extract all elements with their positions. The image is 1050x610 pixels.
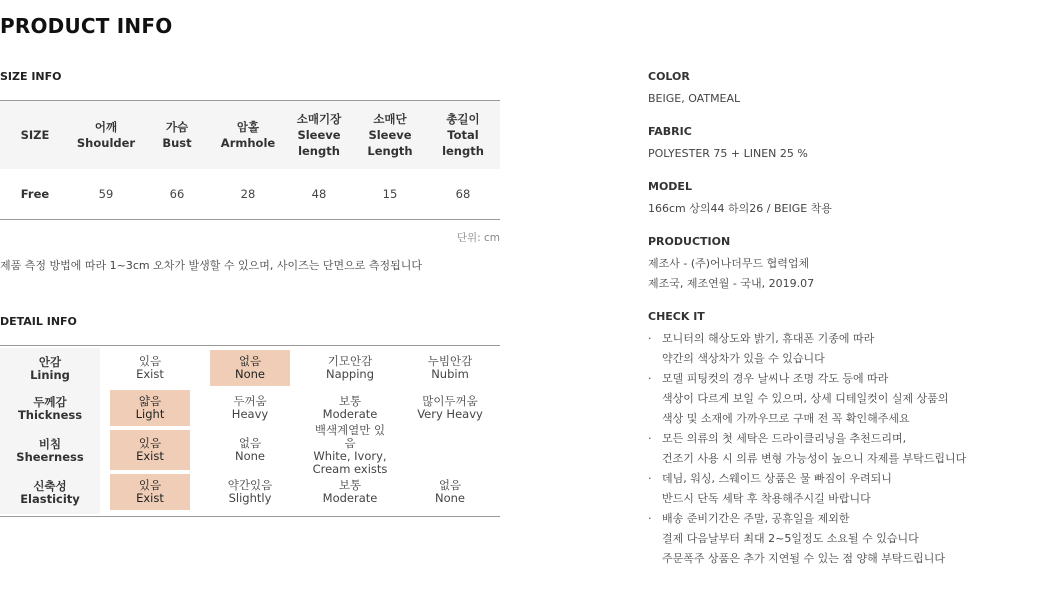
check-it-list [648, 329, 978, 569]
detail-option [210, 390, 290, 426]
armhole-cell: 28 [212, 169, 284, 220]
detail-option [310, 390, 390, 426]
production-label: PRODUCTION [648, 235, 731, 248]
size-table [0, 100, 500, 220]
detail-row [0, 474, 500, 510]
bust-header: 가슴 Bust [142, 101, 212, 170]
detail-option-en: Very Heavy [417, 407, 483, 421]
check-it-item [648, 369, 978, 429]
detail-option [310, 423, 390, 476]
color-value: BEIGE, OATMEAL [648, 92, 741, 105]
detail-option-en: None [234, 367, 265, 381]
detail-table [0, 345, 500, 517]
unit-label: 단위: cm [456, 232, 500, 244]
check-it-item [648, 509, 978, 569]
detail-row [0, 390, 500, 426]
detail-header-ko: 안감 [38, 355, 62, 369]
detail-option [310, 350, 390, 386]
detail-row [0, 423, 500, 476]
detail-option-selected [210, 350, 290, 386]
production-section [648, 235, 978, 294]
detail-header-ko: 비침 [38, 437, 62, 451]
detail-option-en: Light [135, 407, 165, 421]
check-it-text: 배송 준비기간은 주말, 공휴일을 제외한 결제 다음날부터 최대 2~5일정도 소요될 수 있습니다 주문폭주 상품은 추가 지연될 수 있는 점 양해 부탁드립니다 [662, 512, 945, 565]
detail-option [210, 474, 290, 510]
fabric-value: POLYESTER 75 + LINEN 25 % [648, 147, 808, 160]
detail-option-selected [110, 474, 190, 510]
detail-option-en: None [434, 491, 465, 505]
detail-option-en: White, Ivory, Cream exists [312, 449, 388, 476]
bullet-icon: · [648, 472, 652, 485]
manufacturer-value: 제조사 - (주)어나더무드 협력업체 [648, 257, 810, 270]
check-it-item [648, 429, 978, 469]
size-table-header-row [0, 101, 500, 170]
fabric-section [648, 125, 978, 164]
detail-option-en: Slightly [228, 491, 272, 505]
total-length-header: 총길이 Total length [426, 101, 500, 170]
detail-header-en: Lining [30, 368, 70, 382]
detail-option-en: Exist [136, 449, 164, 463]
detail-option-en: None [234, 449, 265, 463]
detail-option-selected [110, 430, 190, 470]
bullet-icon: · [648, 432, 652, 445]
sleeve-end-header: 소매단 Sleeve Length [354, 101, 426, 170]
fabric-label: FABRIC [648, 125, 692, 138]
detail-option [310, 474, 390, 510]
detail-option-en: Heavy [231, 407, 269, 421]
check-it-section [648, 310, 978, 569]
bust-cell: 66 [142, 169, 212, 220]
detail-option-ko: 없음 [438, 478, 462, 492]
detail-option-ko: 약간있음 [227, 478, 273, 492]
size-header: SIZE [0, 101, 70, 170]
size-cell: Free [0, 169, 70, 220]
detail-option-ko: 없음 [238, 436, 262, 450]
detail-option-ko: 보통 [338, 394, 362, 408]
shoulder-header: 어깨 Shoulder [70, 101, 142, 170]
check-it-text: 데님, 워싱, 스웨이드 상품은 물 빠짐이 우려되니 반드시 단독 세탁 후 착용해주시길 바랍니다 [662, 472, 892, 505]
shoulder-cell: 59 [70, 169, 142, 220]
sleeve-length-header: 소매기장 Sleeve length [284, 101, 354, 170]
table-row [0, 169, 500, 220]
detail-row-header [0, 388, 100, 430]
page-title: PRODUCT INFO [0, 14, 173, 38]
detail-row-header [0, 428, 100, 474]
detail-option-ko: 백색계열만 있음 [314, 423, 386, 450]
check-it-item [648, 329, 978, 369]
armhole-header: 암홀 Armhole [212, 101, 284, 170]
detail-header-en: Thickness [17, 408, 83, 422]
sleeve-end-cell: 15 [354, 169, 426, 220]
detail-info-label: DETAIL INFO [0, 315, 77, 328]
detail-row [0, 350, 500, 386]
detail-header-ko: 신축성 [33, 479, 67, 493]
detail-option-en: Napping [325, 367, 375, 381]
model-label: MODEL [648, 180, 692, 193]
detail-option-ko: 두꺼움 [233, 394, 267, 408]
model-section [648, 180, 978, 219]
detail-header-en: Elasticity [20, 492, 80, 506]
detail-row-header [0, 472, 100, 514]
detail-option-en: Moderate [322, 491, 378, 505]
detail-header-en: Sheerness [16, 450, 84, 464]
check-it-text: 모델 피팅컷의 경우 날씨나 조명 각도 등에 따라 색상이 다르게 보일 수 있으며, 상세 디테일컷이 실제 상품의 색상 및 소재에 가까우므로 구매 전 꼭 확인해주세요 [662, 372, 949, 425]
check-it-text: 모니터의 해상도와 밝기, 휴대폰 기종에 따라 약간의 색상차가 있을 수 있습니다 [662, 332, 875, 365]
total-length-cell: 68 [426, 169, 500, 220]
sleeve-length-cell: 48 [284, 169, 354, 220]
product-details-column [648, 70, 978, 569]
color-label: COLOR [648, 70, 690, 83]
check-it-text: 모든 의류의 첫 세탁은 드라이클리닝을 추천드리며, 건조기 사용 시 의류 변형 가능성이 높으니 자제를 부탁드립니다 [662, 432, 967, 465]
detail-option-ko: 있음 [138, 354, 162, 368]
detail-option-ko: 있음 [138, 478, 162, 492]
detail-option [410, 390, 490, 426]
model-value: 166cm 상의44 하의26 / BEIGE 착용 [648, 202, 832, 215]
measurement-note: 제품 측정 방법에 따라 1~3cm 오차가 발생할 수 있으며, 사이즈는 단면으로 측정됩니다 [0, 259, 422, 272]
detail-option [110, 350, 190, 386]
detail-option-selected [110, 390, 190, 426]
detail-option-ko: 누빔안감 [427, 354, 473, 368]
detail-option-en: Exist [136, 367, 164, 381]
detail-option-en: Exist [136, 491, 164, 505]
detail-option-ko: 얇음 [138, 394, 162, 408]
detail-header-ko: 두께감 [33, 395, 67, 409]
check-it-label: CHECK IT [648, 310, 705, 323]
detail-option-ko: 기모안감 [327, 354, 373, 368]
detail-option-ko: 없음 [238, 354, 262, 368]
check-it-item [648, 469, 978, 509]
detail-option-en: Moderate [322, 407, 378, 421]
detail-option-ko: 많이두꺼움 [422, 394, 478, 408]
bullet-icon: · [648, 512, 652, 525]
detail-option [410, 474, 490, 510]
detail-option-ko: 보통 [338, 478, 362, 492]
detail-option [410, 350, 490, 386]
origin-date-value: 제조국, 제조연월 - 국내, 2019.07 [648, 277, 815, 290]
detail-option-en: Nubim [431, 367, 469, 381]
detail-option [210, 430, 290, 470]
bullet-icon: · [648, 372, 652, 385]
detail-row-header [0, 348, 100, 390]
detail-option-ko: 있음 [138, 436, 162, 450]
size-info-label: SIZE INFO [0, 70, 62, 83]
bullet-icon: · [648, 332, 652, 345]
color-section [648, 70, 978, 109]
